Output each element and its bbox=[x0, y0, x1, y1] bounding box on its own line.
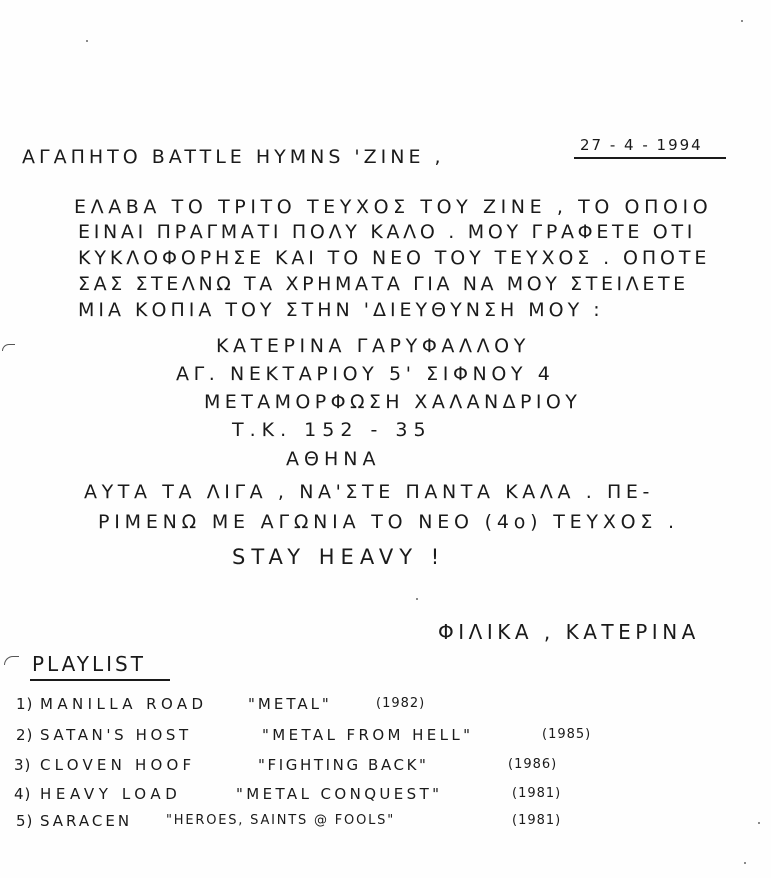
entry-index: 1) bbox=[16, 695, 34, 713]
scan-speck bbox=[758, 822, 760, 824]
entry-year: (1982) bbox=[376, 696, 426, 711]
margin-hook-mark-top bbox=[2, 344, 15, 351]
entry-artist: MANILLA ROAD bbox=[40, 695, 208, 713]
entry-artist: CLOVEN HOOF bbox=[40, 756, 196, 774]
entry-index: 2) bbox=[16, 726, 34, 744]
address-city: ΑΘΗΝΑ bbox=[286, 448, 381, 470]
entry-album: "METAL" bbox=[248, 695, 332, 713]
signature: ΦΙΛΙΚΑ , ΚΑΤΕΡΙΝΑ bbox=[438, 620, 700, 644]
body-line-3: ΚΥΚΛΟΦΟΡΗΣΕ ΚΑΙ ΤΟ ΝΕΟ ΤΟΥ ΤΕΥΧΟΣ . ΟΠΟΤΕ bbox=[78, 247, 711, 269]
entry-year: (1985) bbox=[542, 727, 592, 742]
scan-speck bbox=[741, 20, 743, 22]
margin-hook-mark bbox=[4, 656, 19, 665]
entry-album: "HEROES, SAINTS @ FOOLS" bbox=[166, 813, 395, 828]
scan-speck bbox=[744, 862, 746, 864]
body-line-1: ΕΛΑΒΑ ΤΟ ΤΡΙΤΟ ΤΕΥΧΟΣ ΤΟΥ ZINE , ΤΟ ΟΠΟΙΟ bbox=[74, 196, 713, 218]
entry-artist: SARACEN bbox=[40, 812, 133, 830]
playlist-title: PLAYLIST bbox=[32, 652, 146, 676]
entry-year: (1981) bbox=[512, 786, 562, 801]
closing-line-1: ΑΥΤΑ ΤΑ ΛΙΓΑ , ΝΑ'ΣΤΕ ΠΑΝΤΑ ΚΑΛΑ . ΠΕ- bbox=[84, 481, 654, 503]
letter-date: 27 - 4 - 1994 bbox=[580, 136, 703, 154]
date-underline bbox=[574, 157, 726, 159]
scan-speck bbox=[86, 40, 88, 42]
entry-artist: SATAN'S HOST bbox=[40, 726, 192, 744]
letter-greeting: ΑΓΑΠΗΤΟ BATTLE HYMNS 'ZINE , bbox=[22, 146, 445, 168]
address-name: ΚΑΤΕΡΙΝΑ ΓΑΡΥΦΑΛΛΟΥ bbox=[216, 335, 530, 357]
address-street: ΑΓ. ΝΕΚΤΑΡΙΟΥ 5' ΣΙΦΝΟΥ 4 bbox=[176, 363, 555, 385]
entry-artist: HEAVY LOAD bbox=[40, 785, 182, 803]
body-line-5: ΜΙΑ ΚΟΠΙΑ ΤΟΥ ΣΤΗΝ 'ΔΙΕΥΘΥΝΣΗ ΜΟΥ : bbox=[78, 299, 604, 321]
entry-album: "FIGHTING BACK" bbox=[258, 756, 429, 774]
body-line-4: ΣΑΣ ΣΤΕΛΝΩ ΤΑ ΧΡΗΜΑΤΑ ΓΙΑ ΝΑ ΜΟΥ ΣΤΕΙΛΕΤΕ bbox=[78, 273, 689, 295]
playlist-underline bbox=[30, 679, 170, 681]
address-district: ΜΕΤΑΜΟΡΦΩΣΗ ΧΑΛΑΝΔΡΙΟΥ bbox=[204, 391, 582, 413]
entry-index: 5) bbox=[16, 812, 34, 830]
entry-year: (1981) bbox=[512, 813, 562, 828]
entry-year: (1986) bbox=[508, 757, 558, 772]
scan-speck bbox=[416, 598, 418, 600]
address-postal: Τ.Κ. 152 - 35 bbox=[232, 419, 432, 441]
entry-album: "METAL CONQUEST" bbox=[236, 785, 443, 803]
entry-index: 4) bbox=[14, 785, 32, 803]
entry-album: "METAL FROM HELL" bbox=[262, 726, 474, 744]
entry-index: 3) bbox=[14, 756, 32, 774]
closing-line-2: ΡΙΜΕΝΩ ΜΕ ΑΓΩΝΙΑ ΤΟ ΝΕΟ (4ο) ΤΕΥΧΟΣ . bbox=[98, 511, 679, 533]
body-line-2: ΕΙΝΑΙ ΠΡΑΓΜΑΤΙ ΠΟΛΥ ΚΑΛΟ . ΜΟΥ ΓΡΑΦΕΤΕ ΟΤΙ bbox=[78, 221, 697, 243]
stay-heavy-text: STAY HEAVY ! bbox=[232, 545, 446, 569]
